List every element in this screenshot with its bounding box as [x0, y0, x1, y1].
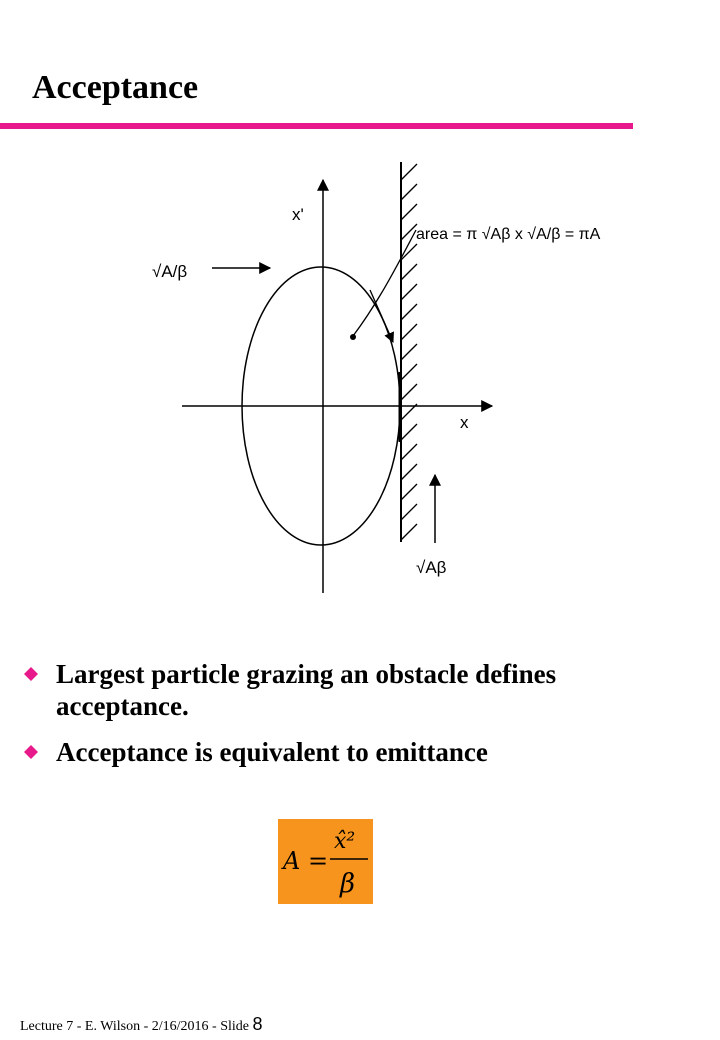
bullet-item	[24, 736, 684, 768]
height-label: √A/β	[152, 262, 188, 281]
slide-number: 8	[252, 1014, 263, 1034]
area-label: area = π √Aβ x √A/β = πA	[416, 226, 601, 243]
formula-numerator: x̂²	[334, 829, 356, 854]
acceptance-diagram	[150, 150, 670, 610]
diamond-bullet-icon	[24, 667, 38, 681]
bullet-item	[24, 658, 684, 722]
bullet-text: Largest particle grazing an obstacle defines acceptance.	[56, 659, 557, 721]
bullet-text: Acceptance is equivalent to emittance	[56, 737, 488, 767]
bullet-list	[24, 658, 684, 782]
formula-denominator: β	[340, 869, 356, 899]
area-point	[350, 334, 356, 340]
formula-lhs: A =	[283, 847, 329, 875]
footer	[20, 1015, 263, 1036]
width-label: √Aβ	[416, 558, 447, 577]
title-underline	[0, 123, 633, 129]
obstacle-hatching	[401, 164, 417, 540]
y-axis-label: x'	[292, 205, 304, 224]
area-arrow-head-line	[370, 290, 393, 342]
diamond-bullet-icon	[24, 745, 38, 759]
slide-title: Acceptance	[32, 69, 199, 106]
area-arrow	[353, 230, 416, 336]
acceptance-formula	[278, 819, 373, 904]
footer-text: Lecture 7 - E. Wilson - 2/16/2016 - Slide	[20, 1019, 249, 1034]
x-axis-label: x	[460, 413, 469, 432]
